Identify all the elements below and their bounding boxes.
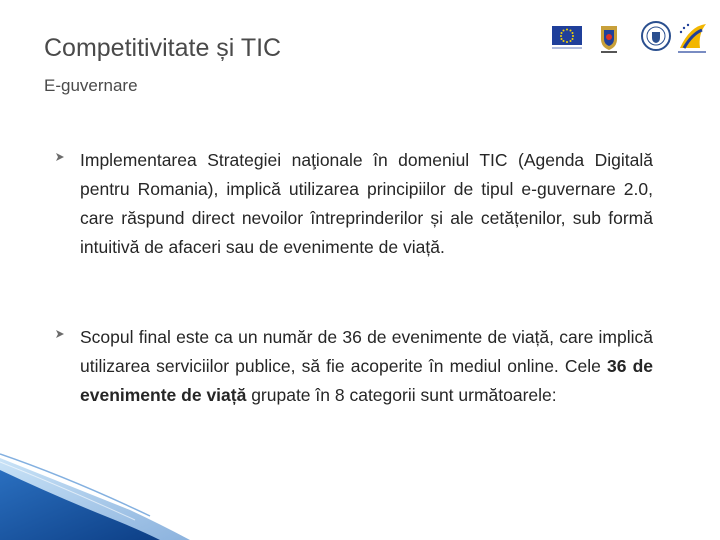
bullet-text-part: grupate în 8 categorii sunt următoarele: — [246, 385, 557, 405]
bullet-item — [55, 146, 655, 262]
romania-coat-of-arms-logo — [598, 22, 620, 54]
ministry-seal-logo — [640, 20, 672, 54]
structural-instruments-logo — [676, 20, 708, 56]
bullet-text-part: Scopul final este ca un număr de 36 de evenimente de viață, care implică utilizarea serviciilor publice, să fie acoperite în mediul online. Cele — [80, 327, 653, 376]
eu-flag-logo — [552, 26, 582, 52]
slide-subtitle: E-guvernare — [44, 76, 138, 95]
decorative-corner-waves — [0, 440, 190, 540]
bullet-item — [55, 323, 655, 410]
bullet-text — [80, 323, 653, 410]
bullet-text-emphasis: 36 de evenimente de viață — [80, 356, 654, 405]
bullet-text: Implementarea Strategiei naţionale în domeniul TIC (Agenda Digitală pentru Romania), implică utilizarea principiilor de tipul e-guvernare 2.0, care răspund direct nevoilor întreprinderilor și ale cetățenilor, sub formă intuitivă de afaceri sau de evenimente de viață. — [80, 150, 653, 257]
arrow-bullet-icon — [55, 329, 65, 339]
arrow-bullet-icon — [55, 152, 65, 162]
partner-logos — [548, 18, 708, 60]
slide-title: Competitivitate și TIC — [44, 34, 282, 62]
